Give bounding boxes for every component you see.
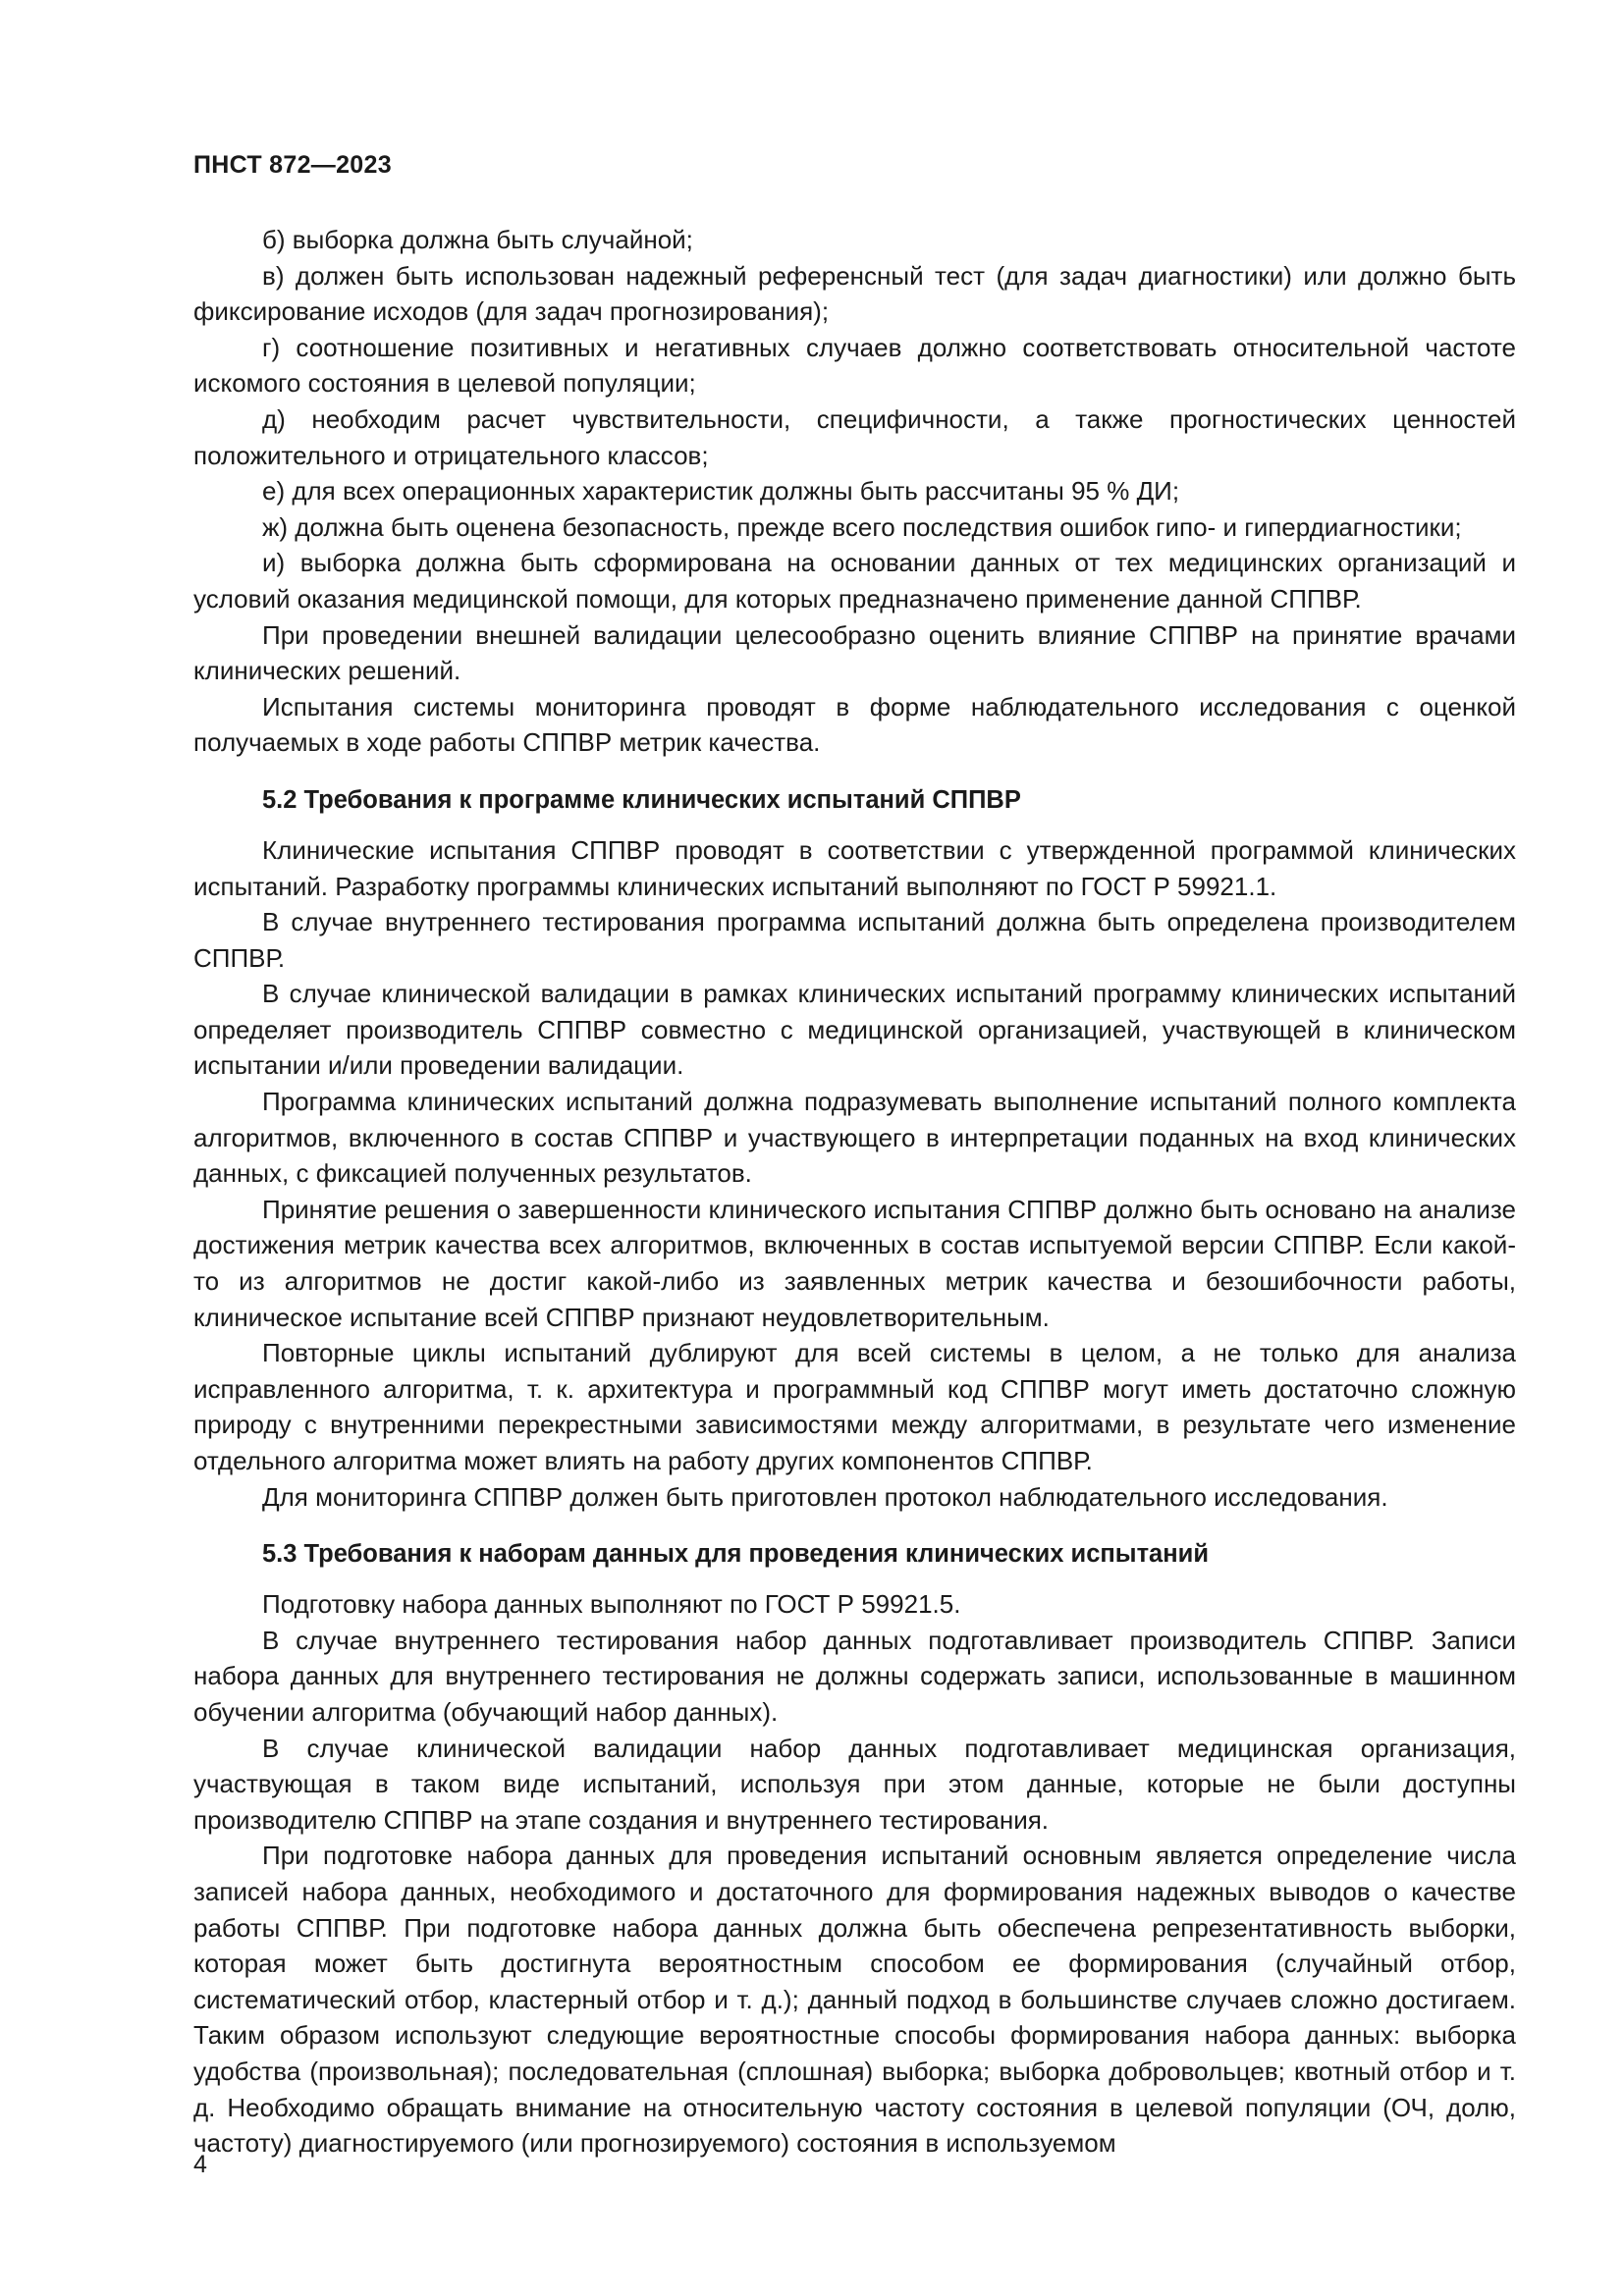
paragraph: Для мониторинга СППВР должен быть приготовлен протокол наблюдательного исследования. (262, 1481, 1388, 1512)
list-item-i: и) выборка должна быть сформирована на основании данных от тех медицинских организаций и условий оказания медицинской помощи, для которых предназначено применение данной СППВР. (193, 548, 1516, 614)
paragraph: В случае клинической валидации набор данных подготавливает медицинская организация, участвующая в таком виде испытаний, используя при этом данные, которые не были доступны производителю СППВР на этапе создания и внутреннего тестирования. (193, 1733, 1516, 1835)
paragraph: В случае клинической валидации в рамках клинических испытаний программу клинических испытаний определяет производитель СППВР совместно с медицинской организацией, участвующей в клиническом испытании и/или проведении валидации. (193, 979, 1516, 1081)
paragraph: Клинические испытания СППВР проводят в соответствии с утвержденной программой клинических испытаний. Разработку программы клинических испытаний выполняют по ГОСТ Р 59921.1. (193, 834, 1516, 901)
section-heading-5-2: 5.2 Требования к программе клинических испытаний СППВР (262, 785, 1021, 814)
paragraph: Программа клинических испытаний должна подразумевать выполнение испытаний полного комплекта алгоритмов, включенного в состав СППВР и участвующего в интерпретации поданных на вход клинических данных, с фиксацией полученных результатов. (193, 1087, 1516, 1189)
paragraph: При проведении внешней валидации целесообразно оценить влияние СППВР на принятие врачами клинических решений. (193, 619, 1516, 686)
paragraph: В случае внутреннего тестирования набор данных подготавливает производитель СППВР. Записи набора данных для внутреннего тестирования не должны содержать записи, использованные в машинном обучении алгоритма (обучающий набор данных). (193, 1625, 1516, 1727)
document-body (193, 222, 1516, 2162)
paragraph: Подготовку набора данных выполняют по ГОСТ Р 59921.5. (262, 1589, 961, 1620)
paragraph: Повторные циклы испытаний дублируют для всей системы в целом, а не только для анализа исправленного алгоритма, т. к. архитектура и программный код СППВР могут иметь достаточно сложную природу с внутренними перекрестными зависимостями между алгоритмами, в результате чего изменение отдельного алгоритма может влиять на работу других компонентов СППВР. (193, 1338, 1516, 1475)
paragraph: В случае внутреннего тестирования программа испытаний должна быть определена производителем СППВР. (193, 907, 1516, 973)
document-header: ПНСТ 872—2023 (193, 151, 392, 179)
paragraph: При подготовке набора данных для проведения испытаний основным является определение числа записей набора данных, необходимого и достаточного для формирования надежных выводов о качестве работы СППВР. При подготовке набора данных должна быть обеспечена репрезентативность выборки, которая может быть достигнута вероятностным способом ее формирования (случайный отбор, систематический отбор, кластерный отбор и т. д.); данный подход в большинстве случаев сложно достигаем. Таким образом используют следующие вероятностные способы формирования набора данных: выборка удобства (произвольная); последовательная (сплошная) выборка; выборка добровольцев; квотный отбор и т. д. Необходимо обращать внимание на относительную частоту состояния в целевой популяции (ОЧ, долю, частоту) диагностируемого (или прогнозируемого) состояния в используемом (193, 1841, 1516, 2159)
list-item-v: в) должен быть использован надежный референсный тест (для задач диагностики) или должно быть фиксирование исходов (для задач прогнозирования); (193, 260, 1516, 327)
list-item-d: д) необходим расчет чувствительности, специфичности, а также прогностических ценностей положительного и отрицательного классов; (193, 403, 1516, 470)
paragraph: Принятие решения о завершенности клинического испытания СППВР должно быть основано на анализе достижения метрик качества всех алгоритмов, включенных в состав испытуемой версии СППВР. Если какой-то из алгоритмов не достиг какой-либо из заявленных метрик качества и безошибочности работы, клиническое испытание всей СППВР признают неудовлетворительным. (193, 1194, 1516, 1332)
paragraph: Испытания системы мониторинга проводят в форме наблюдательного исследования с оценкой получаемых в ходе работы СППВР метрик качества. (193, 691, 1516, 758)
page-number: 4 (193, 2151, 207, 2178)
section-heading-5-3: 5.3 Требования к наборам данных для проведения клинических испытаний (262, 1540, 1209, 1569)
list-item-g: г) соотношение позитивных и негативных случаев должно соответствовать относительной частоте искомого состояния в целевой популяции; (193, 332, 1516, 399)
list-item-zh: ж) должна быть оценена безопасность, прежде всего последствия ошибок гипо- и гипердиагностики; (262, 511, 1462, 542)
list-item-b: б) выборка должна быть случайной; (262, 225, 693, 254)
list-item-e: е) для всех операционных характеристик должны быть рассчитаны 95 % ДИ; (262, 476, 1180, 507)
